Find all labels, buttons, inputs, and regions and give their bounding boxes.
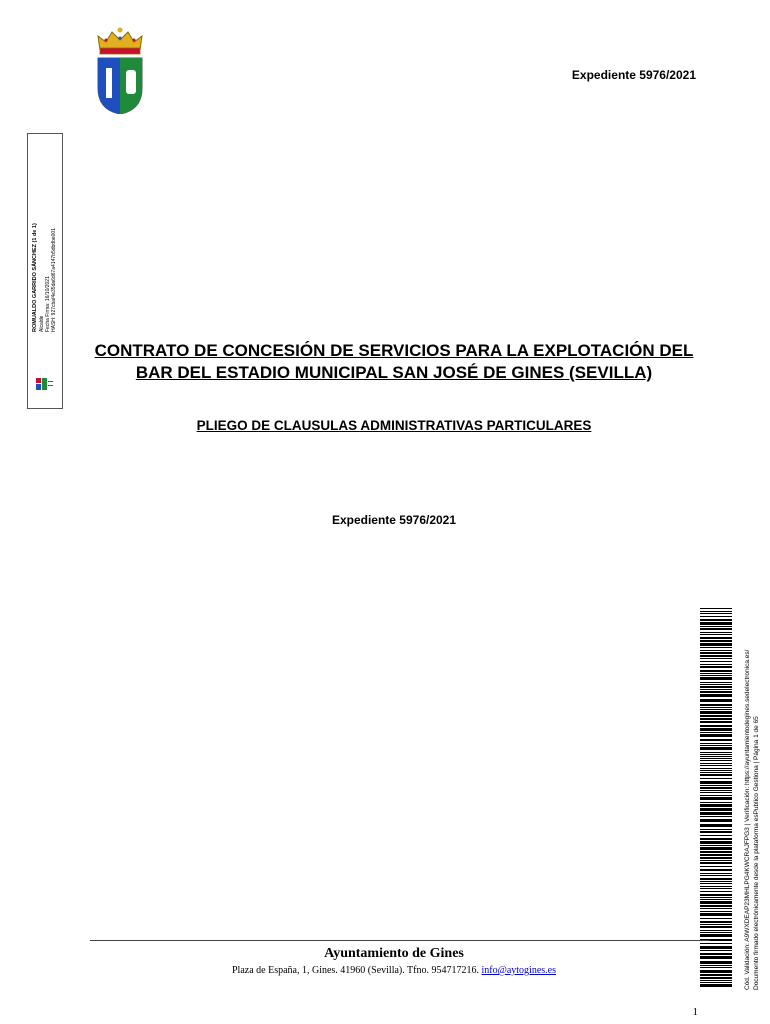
- footer-address-text: Plaza de España, 1, Gines. 41960 (Sevilla). Tfno. 954717216.: [232, 965, 479, 976]
- footer-divider: [90, 940, 710, 941]
- footer-title: Ayuntamiento de Gines: [324, 946, 464, 961]
- signature-date: Fecha Firma: 16/10/2021: [45, 276, 51, 332]
- document-title: [80, 340, 708, 384]
- footer-email-link[interactable]: info@aytogines.es: [481, 965, 556, 976]
- document-title-line-2: BAR DEL ESTADIO MUNICIPAL SAN JOSÉ DE GINES (SEVILLA): [135, 363, 653, 382]
- signer-role: Alcalde: [39, 315, 45, 332]
- header-expediente: Expediente 5976/2021: [571, 68, 696, 82]
- signature-seal-icon: [36, 377, 54, 391]
- footer-address: [186, 965, 602, 976]
- barcode-icon: [700, 608, 732, 988]
- document-title-line-1: CONTRATO DE CONCESIÓN DE SERVICIOS PARA LA EXPLOTACIÓN DEL: [94, 341, 694, 360]
- page-number: 1: [692, 1006, 698, 1018]
- validation-note: Documento firmado electrónicamente desde la plataforma esPublico Gestiona | Página 1 de 65: [753, 716, 760, 990]
- signature-hash: HASH: 927cbaf4e35da6d67a4147b5dbdbe001: [51, 228, 57, 332]
- coat-of-arms-icon: [94, 26, 146, 114]
- document-subtitle: PLIEGO DE CLAUSULAS ADMINISTRATIVAS PARTICULARES: [196, 418, 592, 433]
- signer-name: ROMUALDO GARRIDO SÁNCHEZ (1 de 1): [32, 223, 38, 332]
- validation-code: Cód. Validación: A9WXDEAP23MHLPG4KWCRAJFPG3 | Verificación: https://ayuntamientodegines.sedelectronica.es/: [744, 649, 751, 990]
- document-expediente: Expediente 5976/2021: [331, 513, 457, 527]
